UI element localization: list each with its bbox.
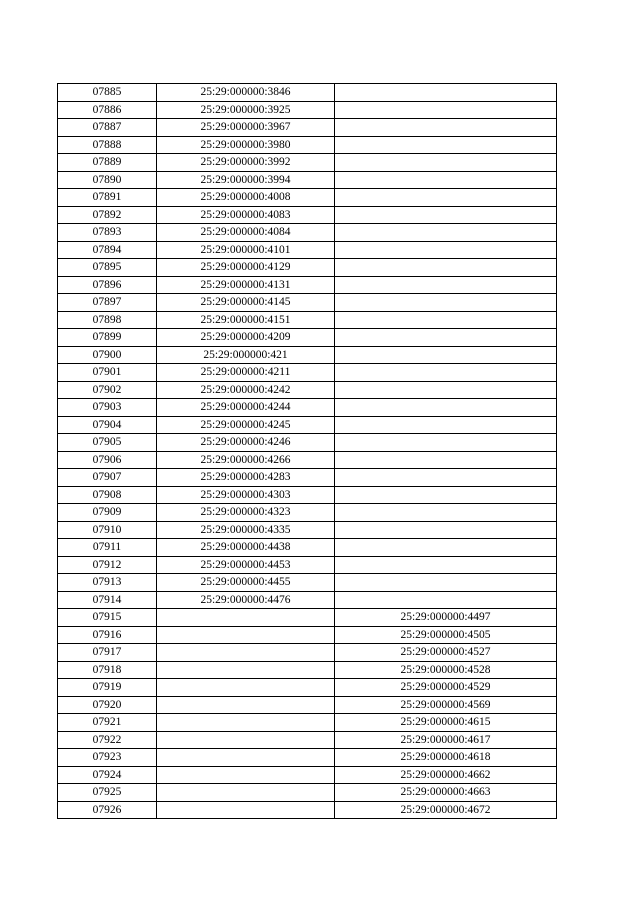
additional-cadastral-number-cell — [335, 189, 557, 207]
row-number-cell: 07896 — [58, 276, 157, 294]
row-number-cell: 07920 — [58, 696, 157, 714]
row-number-cell: 07923 — [58, 749, 157, 767]
additional-cadastral-number-cell: 25:29:000000:4615 — [335, 714, 557, 732]
table-row — [58, 434, 557, 452]
table-row — [58, 486, 557, 504]
row-number-cell: 07889 — [58, 154, 157, 172]
additional-cadastral-number-cell: 25:29:000000:4663 — [335, 784, 557, 802]
cadastral-number-cell — [157, 731, 335, 749]
additional-cadastral-number-cell — [335, 101, 557, 119]
row-number-cell: 07916 — [58, 626, 157, 644]
cadastral-number-cell: 25:29:000000:421 — [157, 346, 335, 364]
row-number-cell: 07885 — [58, 84, 157, 102]
table-row — [58, 469, 557, 487]
cadastral-number-cell — [157, 644, 335, 662]
additional-cadastral-number-cell — [335, 381, 557, 399]
row-number-cell: 07892 — [58, 206, 157, 224]
cadastral-number-cell: 25:29:000000:4335 — [157, 521, 335, 539]
row-number-cell: 07924 — [58, 766, 157, 784]
cadastral-number-cell: 25:29:000000:3994 — [157, 171, 335, 189]
additional-cadastral-number-cell: 25:29:000000:4505 — [335, 626, 557, 644]
cadastral-number-cell: 25:29:000000:4131 — [157, 276, 335, 294]
cadastral-number-cell — [157, 696, 335, 714]
row-number-cell: 07910 — [58, 521, 157, 539]
row-number-cell: 07914 — [58, 591, 157, 609]
additional-cadastral-number-cell — [335, 294, 557, 312]
table-row — [58, 329, 557, 347]
additional-cadastral-number-cell — [335, 521, 557, 539]
additional-cadastral-number-cell — [335, 276, 557, 294]
table-row — [58, 556, 557, 574]
cadastral-number-cell: 25:29:000000:4453 — [157, 556, 335, 574]
additional-cadastral-number-cell — [335, 329, 557, 347]
additional-cadastral-number-cell — [335, 84, 557, 102]
row-number-cell: 07905 — [58, 434, 157, 452]
additional-cadastral-number-cell: 25:29:000000:4529 — [335, 679, 557, 697]
additional-cadastral-number-cell: 25:29:000000:4569 — [335, 696, 557, 714]
table-row — [58, 521, 557, 539]
additional-cadastral-number-cell — [335, 136, 557, 154]
additional-cadastral-number-cell — [335, 399, 557, 417]
table-row — [58, 189, 557, 207]
additional-cadastral-number-cell — [335, 469, 557, 487]
row-number-cell: 07901 — [58, 364, 157, 382]
row-number-cell: 07904 — [58, 416, 157, 434]
additional-cadastral-number-cell — [335, 591, 557, 609]
table-row — [58, 346, 557, 364]
row-number-cell: 07921 — [58, 714, 157, 732]
table-row — [58, 679, 557, 697]
cadastral-number-cell: 25:29:000000:4245 — [157, 416, 335, 434]
additional-cadastral-number-cell — [335, 486, 557, 504]
table-row — [58, 206, 557, 224]
additional-cadastral-number-cell — [335, 241, 557, 259]
cadastral-number-cell — [157, 784, 335, 802]
additional-cadastral-number-cell: 25:29:000000:4528 — [335, 661, 557, 679]
table-row — [58, 504, 557, 522]
table-row — [58, 626, 557, 644]
table-row — [58, 294, 557, 312]
additional-cadastral-number-cell — [335, 171, 557, 189]
table-row — [58, 766, 557, 784]
row-number-cell: 07902 — [58, 381, 157, 399]
additional-cadastral-number-cell — [335, 364, 557, 382]
additional-cadastral-number-cell — [335, 574, 557, 592]
table-row — [58, 276, 557, 294]
additional-cadastral-number-cell — [335, 119, 557, 137]
cadastral-number-cell: 25:29:000000:4323 — [157, 504, 335, 522]
cadastral-number-cell: 25:29:000000:4476 — [157, 591, 335, 609]
table-row — [58, 399, 557, 417]
table-row — [58, 591, 557, 609]
cadastral-number-cell: 25:29:000000:4246 — [157, 434, 335, 452]
row-number-cell: 07890 — [58, 171, 157, 189]
cadastral-number-cell: 25:29:000000:4303 — [157, 486, 335, 504]
row-number-cell: 07907 — [58, 469, 157, 487]
table-row — [58, 451, 557, 469]
table-row — [58, 241, 557, 259]
additional-cadastral-number-cell: 25:29:000000:4497 — [335, 609, 557, 627]
additional-cadastral-number-cell — [335, 154, 557, 172]
row-number-cell: 07899 — [58, 329, 157, 347]
cadastral-number-cell — [157, 766, 335, 784]
row-number-cell: 07922 — [58, 731, 157, 749]
additional-cadastral-number-cell — [335, 311, 557, 329]
row-number-cell: 07894 — [58, 241, 157, 259]
additional-cadastral-number-cell: 25:29:000000:4527 — [335, 644, 557, 662]
cadastral-number-cell: 25:29:000000:4455 — [157, 574, 335, 592]
additional-cadastral-number-cell — [335, 556, 557, 574]
cadastral-number-cell: 25:29:000000:4083 — [157, 206, 335, 224]
row-number-cell: 07925 — [58, 784, 157, 802]
row-number-cell: 07911 — [58, 539, 157, 557]
row-number-cell: 07886 — [58, 101, 157, 119]
cadastral-number-cell — [157, 714, 335, 732]
table-row — [58, 154, 557, 172]
cadastral-number-cell: 25:29:000000:4242 — [157, 381, 335, 399]
row-number-cell: 07918 — [58, 661, 157, 679]
cadastral-number-cell: 25:29:000000:4008 — [157, 189, 335, 207]
additional-cadastral-number-cell — [335, 539, 557, 557]
row-number-cell: 07893 — [58, 224, 157, 242]
table-row — [58, 416, 557, 434]
row-number-cell: 07917 — [58, 644, 157, 662]
cadastral-number-cell: 25:29:000000:4266 — [157, 451, 335, 469]
table-row — [58, 119, 557, 137]
row-number-cell: 07919 — [58, 679, 157, 697]
table-row — [58, 259, 557, 277]
row-number-cell: 07912 — [58, 556, 157, 574]
row-number-cell: 07915 — [58, 609, 157, 627]
cadastral-number-cell: 25:29:000000:4129 — [157, 259, 335, 277]
data-table — [57, 83, 557, 819]
table-row — [58, 136, 557, 154]
additional-cadastral-number-cell — [335, 434, 557, 452]
row-number-cell: 07898 — [58, 311, 157, 329]
table-row — [58, 311, 557, 329]
table-row — [58, 539, 557, 557]
cadastral-number-cell — [157, 679, 335, 697]
table-body — [58, 84, 557, 819]
table-row — [58, 84, 557, 102]
additional-cadastral-number-cell: 25:29:000000:4618 — [335, 749, 557, 767]
additional-cadastral-number-cell — [335, 259, 557, 277]
table-row — [58, 696, 557, 714]
cadastral-number-cell — [157, 801, 335, 819]
row-number-cell: 07926 — [58, 801, 157, 819]
cadastral-number-cell — [157, 609, 335, 627]
cadastral-number-cell: 25:29:000000:4145 — [157, 294, 335, 312]
additional-cadastral-number-cell — [335, 451, 557, 469]
cadastral-number-cell: 25:29:000000:4438 — [157, 539, 335, 557]
row-number-cell: 07908 — [58, 486, 157, 504]
row-number-cell: 07909 — [58, 504, 157, 522]
table-row — [58, 574, 557, 592]
row-number-cell: 07888 — [58, 136, 157, 154]
table-row — [58, 381, 557, 399]
table-row — [58, 749, 557, 767]
cadastral-number-cell: 25:29:000000:3980 — [157, 136, 335, 154]
table-row — [58, 661, 557, 679]
additional-cadastral-number-cell: 25:29:000000:4662 — [335, 766, 557, 784]
table-row — [58, 101, 557, 119]
additional-cadastral-number-cell — [335, 416, 557, 434]
row-number-cell: 07903 — [58, 399, 157, 417]
additional-cadastral-number-cell: 25:29:000000:4672 — [335, 801, 557, 819]
cadastral-number-cell: 25:29:000000:3967 — [157, 119, 335, 137]
additional-cadastral-number-cell — [335, 206, 557, 224]
table-row — [58, 224, 557, 242]
cadastral-number-cell: 25:29:000000:4101 — [157, 241, 335, 259]
cadastral-number-cell: 25:29:000000:3992 — [157, 154, 335, 172]
cadastral-number-cell — [157, 661, 335, 679]
additional-cadastral-number-cell — [335, 346, 557, 364]
row-number-cell: 07900 — [58, 346, 157, 364]
table-row — [58, 714, 557, 732]
additional-cadastral-number-cell — [335, 504, 557, 522]
cadastral-number-cell: 25:29:000000:4283 — [157, 469, 335, 487]
cadastral-number-cell: 25:29:000000:3925 — [157, 101, 335, 119]
row-number-cell: 07913 — [58, 574, 157, 592]
cadastral-number-cell: 25:29:000000:4151 — [157, 311, 335, 329]
table-row — [58, 644, 557, 662]
additional-cadastral-number-cell — [335, 224, 557, 242]
row-number-cell: 07887 — [58, 119, 157, 137]
cadastral-number-cell: 25:29:000000:4209 — [157, 329, 335, 347]
row-number-cell: 07895 — [58, 259, 157, 277]
cadastral-number-cell: 25:29:000000:4211 — [157, 364, 335, 382]
table-row — [58, 364, 557, 382]
table-row — [58, 801, 557, 819]
row-number-cell: 07897 — [58, 294, 157, 312]
table-row — [58, 171, 557, 189]
cadastral-number-cell: 25:29:000000:4084 — [157, 224, 335, 242]
table-row — [58, 784, 557, 802]
cadastral-number-cell — [157, 749, 335, 767]
cadastral-number-cell: 25:29:000000:3846 — [157, 84, 335, 102]
table-row — [58, 731, 557, 749]
cadastral-number-cell — [157, 626, 335, 644]
row-number-cell: 07906 — [58, 451, 157, 469]
table-row — [58, 609, 557, 627]
additional-cadastral-number-cell: 25:29:000000:4617 — [335, 731, 557, 749]
row-number-cell: 07891 — [58, 189, 157, 207]
cadastral-number-cell: 25:29:000000:4244 — [157, 399, 335, 417]
